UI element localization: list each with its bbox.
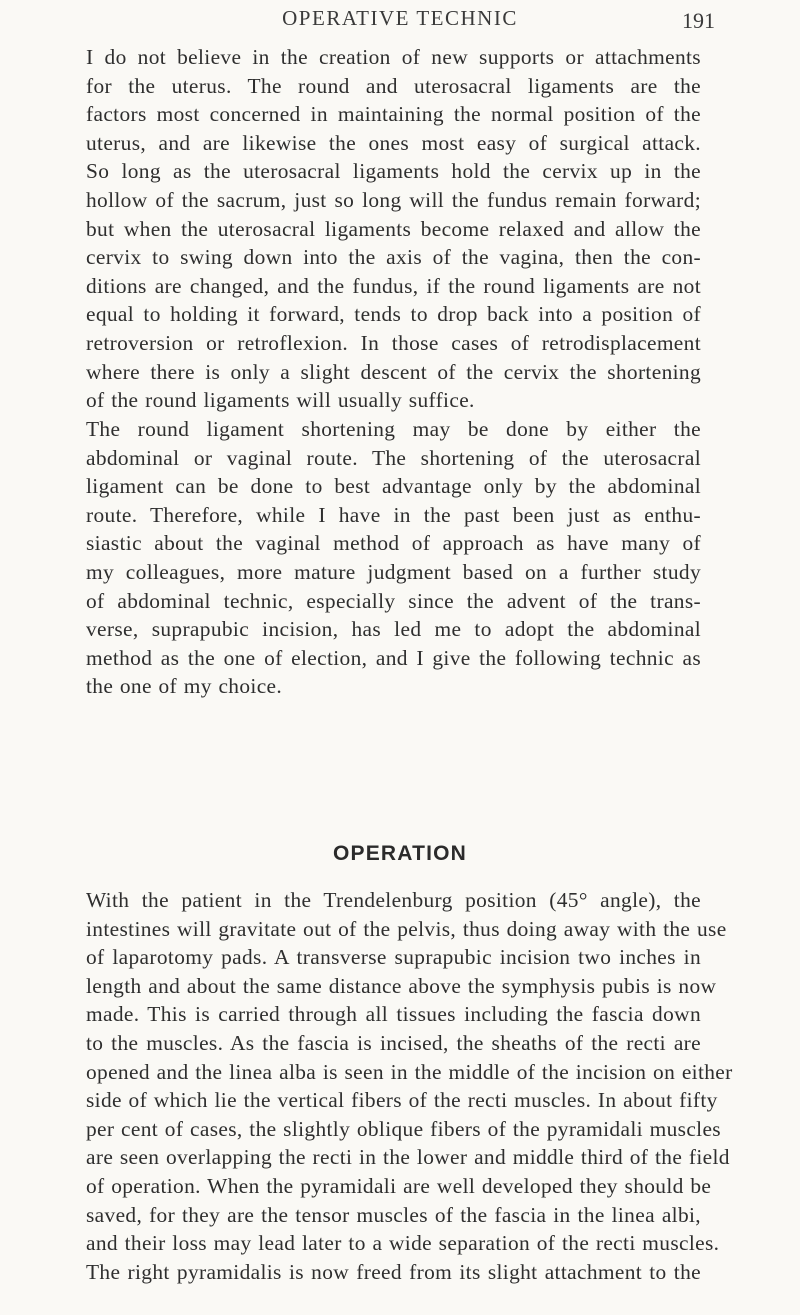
text-line: ligament can be done to best advantage only by the abdominal — [86, 474, 701, 499]
page-number: 191 — [682, 8, 715, 33]
text-line: So long as the uterosacral ligaments hold the cervix up in the — [86, 159, 701, 184]
text-line: and their loss may lead later to a wide separation of the recti muscles. — [86, 1231, 720, 1256]
text-line: where there is only a slight descent of the cervix the shortening — [86, 359, 701, 384]
text-line: of laparotomy pads. A transverse suprapubic incision two inches in — [86, 945, 701, 970]
text-line: route. Therefore, while I have in the past been just as enthu- — [86, 502, 701, 527]
text-line: saved, for they are the tensor muscles of the fascia in the linea albi, — [86, 1202, 701, 1227]
text-line: of abdominal technic, especially since the advent of the trans- — [86, 588, 701, 613]
text-line: I do not believe in the creation of new supports or attachments — [86, 45, 701, 69]
text-line: The right pyramidalis is now freed from its slight attachment to the — [86, 1259, 701, 1284]
text-line: of the round ligaments will usually suffice. — [86, 388, 475, 413]
text-line: The round ligament shortening may be done by either the — [86, 417, 701, 441]
text-line: per cent of cases, the slightly oblique fibers of the pyramidali muscles — [86, 1116, 721, 1141]
text-line: factors most concerned in maintaining the normal position of the — [86, 102, 701, 127]
text-line: the one of my choice. — [86, 674, 283, 699]
text-line: equal to holding it forward, tends to drop back into a position of — [86, 302, 701, 327]
text-line: intestines will gravitate out of the pelvis, thus doing away with the use — [86, 916, 727, 941]
text-line: side of which lie the vertical fibers of the recti muscles. In about fifty — [86, 1088, 718, 1113]
text-line: method as the one of election, and I give the following technic as — [86, 645, 701, 670]
text-line: uterus, and are likewise the ones most easy of surgical attack. — [86, 130, 701, 155]
text-line: of operation. When the pyramidali are well developed they should be — [86, 1173, 712, 1198]
text-line: abdominal or vaginal route. The shortening of the uterosacral — [86, 445, 701, 470]
text-line: my colleagues, more mature judgment based on a further study — [86, 559, 701, 584]
running-head — [0, 6, 800, 36]
text-line: are seen overlapping the recti in the lower and middle third of the field — [86, 1145, 730, 1170]
text-line: but when the uterosacral ligaments become relaxed and allow the — [86, 216, 701, 241]
paragraph-1 — [86, 43, 701, 415]
text-line: to the muscles. As the fascia is incised, the sheaths of the recti are — [86, 1030, 701, 1055]
text-line: retroversion or retroflexion. In those cases of retrodisplacement — [86, 330, 701, 355]
operation-paragraph — [86, 886, 733, 1286]
text-line: ditions are changed, and the fundus, if the round ligaments are not — [86, 273, 701, 298]
text-line: cervix to swing down into the axis of the vagina, then the con- — [86, 245, 701, 270]
text-line: verse, suprapubic incision, has led me to adopt the abdominal — [86, 617, 701, 642]
text-line: siastic about the vaginal method of approach as have many of — [86, 531, 701, 556]
section-heading: OPERATION — [332, 842, 468, 865]
paragraph-2 — [86, 415, 701, 701]
text-line: made. This is carried through all tissues including the fascia down — [86, 1002, 701, 1027]
text-line: opened and the linea alba is seen in the middle of the incision on either — [86, 1059, 733, 1084]
text-line: hollow of the sacrum, just so long will the fundus remain forward; — [86, 187, 701, 212]
running-title: OPERATIVE TECHNIC — [282, 6, 518, 30]
text-line: length and about the same distance above the symphysis pubis is now — [86, 973, 717, 998]
text-line: With the patient in the Trendelenburg position (45° angle), the — [86, 888, 701, 912]
text-line: for the uterus. The round and uterosacral ligaments are the — [86, 73, 701, 98]
